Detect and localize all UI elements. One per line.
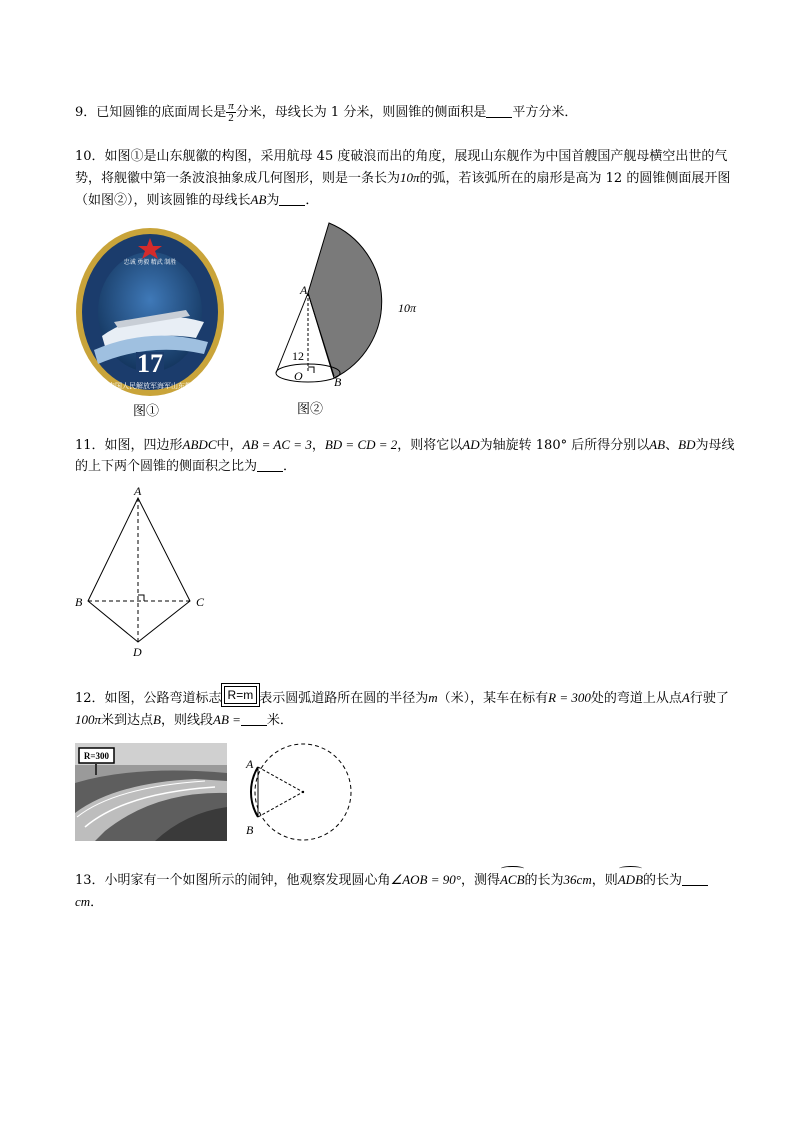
q9-answer-blank[interactable] [486,103,512,118]
kite-label-c: C [196,595,205,609]
question-10 [75,146,735,211]
q13-text-5: 的长为 [643,873,683,888]
q9-text-3: 平方分米． [512,105,578,120]
q13-length: 36cm [563,872,592,887]
circle-arc-diagram [240,742,356,842]
q9-text-1: 9．已知圆锥的底面周长是 [75,105,227,120]
q12-text-4: 处的弯道上从点 [590,691,682,706]
kite-label-b: B [75,595,83,609]
kite-diagram [72,484,222,659]
q10-text-1: 10．如图①是山东舰徽的构图，采用航母 45 度破浪而出的角度，展现山东舰作为中国首艘国产舰母横空出世的气势，将舰徽中第一条波浪抽象成几何图形，则是一条长为 [75,149,728,186]
q13-unit: cm [75,894,91,909]
fig2-label-o: O [294,369,303,383]
q10-text-2: 的弧，若该弧所在的扇形是高为 12 的圆锥侧面展开图（如图②），则该圆锥的母线长 [75,171,731,208]
q11-text-4: 为轴旋转 180° 后所得分别以 [479,438,650,453]
question-9 [75,101,735,124]
q12-distance: 100π [75,712,102,727]
kite-label-a: A [134,484,142,498]
emblem-text: 中国人民解放军海军山东舰 [108,382,192,390]
q11-answer-blank[interactable] [257,457,283,472]
q9-text-2: 分米，母线长为 1 分米，则圆锥的侧面积是 [235,105,487,120]
circle-label-a: A [246,757,254,771]
q12-radius-m: m [428,690,438,705]
question-12 [75,686,735,731]
q11-condition-1: AB = AC = 3 [242,437,312,452]
q11-segment-ab: AB [649,437,666,452]
q10-text-4: ． [305,193,319,208]
figure-1-caption: 图① [133,404,160,419]
q12-point-b: B [153,712,161,727]
q13-arc-adb: ADB [618,869,643,890]
q12-answer-blank[interactable] [241,711,267,726]
q12-text-8: 米． [266,713,293,728]
q13-text-1: 13．小明家有一个如图所示的闹钟，他观察发现圆心角 [75,873,391,888]
q12-text-3: （米），某车在标有 [437,691,549,706]
q9-fraction: $\frac{\pi}{2}$ [228,100,234,124]
q12-radius-value: R = 300 [548,690,591,705]
q11-text-3: ，则将它以 [397,438,463,453]
q13-text-6: ． [90,895,104,910]
q12-segment-ab: AB = [213,712,241,727]
q12-text-1: 12．如图，公路弯道标志 [75,691,222,706]
q10-text-3: 为 [266,193,280,208]
q11-condition-2: BD = CD = 2 [324,437,398,452]
curve-sign: R=m [224,686,258,704]
fig2-label-b: B [334,375,342,389]
figure-2-caption: 图② [297,402,324,417]
q12-text-7: ，则线段 [160,713,213,728]
circle-label-b: B [246,823,254,837]
fig2-label-a: A [300,283,308,297]
q13-arc-acb: ACB [500,869,525,890]
shandong-emblem-image [74,226,226,398]
q11-text-6: 为母线的上下两个圆锥的侧面积之比为 [75,438,735,474]
q10-answer-blank[interactable] [279,191,305,206]
q10-arc-length: 10π [400,170,420,185]
emblem-number: 17 [137,349,163,378]
kite-label-d: D [133,645,142,659]
question-11 [75,434,735,477]
emblem-motto: 忠诚 勇毅 精武 制胜 [123,260,177,266]
q13-answer-blank[interactable] [682,871,708,886]
fig2-label-arc: 10π [398,301,417,315]
cone-sector-diagram [262,218,442,393]
q12-text-5: 行驶了 [689,691,729,706]
question-13 [75,869,735,913]
road-photo [75,743,227,841]
q12-text-2: 表示圆弧道路所在圆的半径为 [259,691,429,706]
q13-text-2: ，测得 [460,873,500,888]
q12-text-6: 米到达点 [101,713,154,728]
q11-separator: ， [311,438,325,453]
q11-text-7: ． [283,459,297,474]
q12-point-a: A [681,690,690,705]
q13-text-3: 的长为 [524,873,564,888]
photo-sign-text: R=300 [83,751,110,761]
q11-text-5: 、 [665,438,679,453]
q11-quadrilateral: ABDC [182,437,217,452]
q11-text-2: 中， [216,438,243,453]
q10-segment-ab: AB [250,192,267,207]
q13-angle: ∠AOB = 90° [390,872,461,887]
q11-axis-ad: AD [462,437,480,452]
fig2-label-height: 12 [292,349,304,363]
q11-segment-bd: BD [678,437,696,452]
q11-text-1: 11．如图，四边形 [75,438,183,453]
q13-text-4: ，则 [591,873,618,888]
